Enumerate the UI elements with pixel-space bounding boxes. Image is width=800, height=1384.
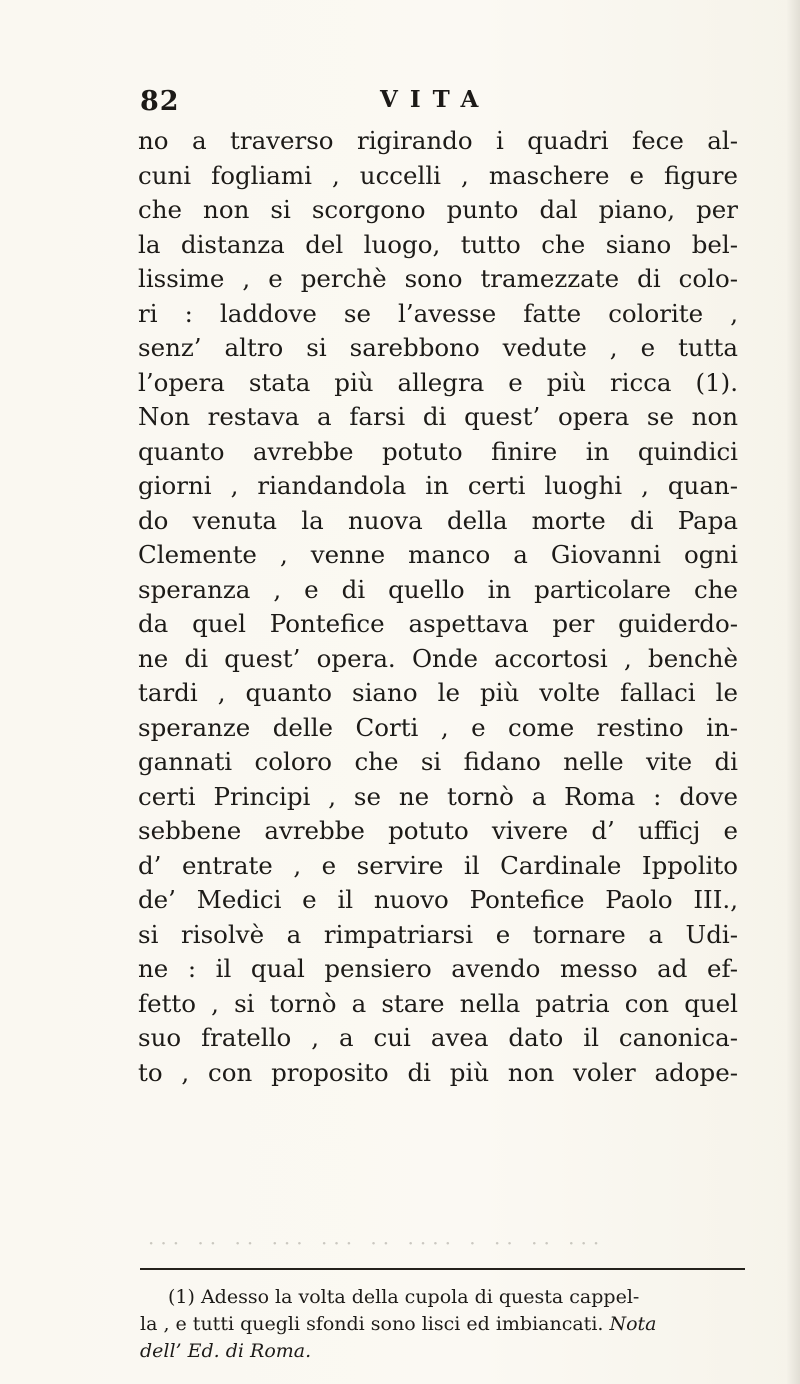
text-line: certi Principi , se ne tornò a Roma : dove (138, 781, 738, 811)
text-line: Non restava a farsi di quest’ opera se non (138, 402, 738, 431)
page-number: 82 (140, 86, 180, 117)
text-line: si risolvè a rimpatriarsi e tornare a Udi- (138, 919, 738, 949)
footnote (140, 1284, 740, 1365)
footnote-note-label: Nota (609, 1313, 657, 1335)
text-line: quanto avrebbe potuto finire in quindici (138, 436, 738, 466)
page-edge-shadow (786, 0, 800, 1384)
text-line: ne : il qual pensiero avendo messo ad ef- (138, 954, 738, 983)
footnote-line: (1) Adesso la volta della cupola di questa cappel- (168, 1286, 640, 1308)
text-line: do venuta la nuova della morte di Papa (138, 505, 738, 535)
text-line: de’ Medici e il nuovo Pontefice Paolo III., (138, 885, 738, 914)
page-header (140, 86, 660, 126)
text-line: l’opera stata più allegra e più ricca (1). (138, 367, 738, 397)
body-text (138, 124, 738, 1090)
footnote-line: dell’ Ed. di Roma. (140, 1340, 312, 1362)
text-line: gannati coloro che si fidano nelle vite di (138, 747, 738, 776)
text-line: Clemente , venne manco a Giovanni ogni (138, 540, 738, 569)
text-line: la distanza del luogo, tutto che siano bel- (138, 229, 738, 259)
footnote-rule (140, 1268, 745, 1270)
text-line: lissime , e perchè sono tramezzate di colo- (138, 264, 738, 293)
text-line: ne di quest’ opera. Onde accortosi , benchè (138, 643, 738, 673)
text-line: suo fratello , a cui avea dato il canonica- (138, 1023, 738, 1052)
text-line: senz’ altro si sarebbono vedute , e tutta (138, 333, 738, 362)
text-line: giorni , riandandola in certi luoghi , quan- (138, 471, 738, 500)
text-line: che non si scorgono punto dal piano, per (138, 195, 738, 224)
text-line: fetto , si tornò a stare nella patria con quel (138, 988, 738, 1018)
text-line: no a traverso rigirando i quadri fece al- (138, 126, 738, 155)
text-line: da quel Pontefice aspettava per guiderdo- (138, 609, 738, 638)
text-line: sebbene avrebbe potuto vivere d’ ufficj e (138, 816, 738, 845)
text-line: speranze delle Corti , e come restino in- (138, 712, 738, 742)
running-head: VITA (380, 86, 491, 113)
text-line: speranza , e di quello in particolare che (138, 574, 738, 604)
text-line: to , con proposito di più non voler adope- (138, 1057, 738, 1087)
text-line: d’ entrate , e servire il Cardinale Ippolito (138, 850, 738, 880)
footnote-line (140, 1311, 740, 1338)
text-line: ri : laddove se l’avesse fatte colorite , (138, 298, 738, 328)
text-line: tardi , quanto siano le più volte fallaci le (138, 678, 738, 707)
bleed-through-text: ··· ·· ·· ··· ··· ·· ···· · ·· ·· ··· (148, 1232, 606, 1254)
footnote-text: la , e tutti quegli sfondi sono lisci ed imbiancati. (140, 1313, 604, 1335)
text-line: cuni fogliami , uccelli , maschere e figure (138, 160, 738, 190)
